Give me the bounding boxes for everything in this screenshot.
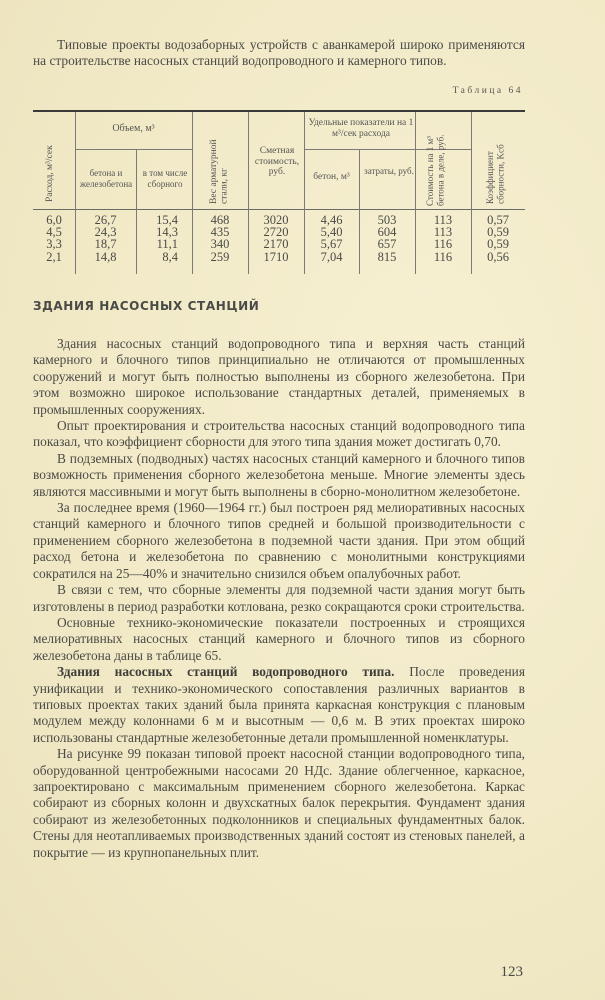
cell: 259	[210, 249, 230, 264]
paragraph: Здания насосных станций водопроводного типа и верхняя часть станций камерного и блочного типов принципиально не отличаются от промышленных сооружений и могут быть полностью выполнены из сборного железобетона. При этом возможно широкое использование стандартных деталей, применяемых в промышленных сооружениях.	[33, 336, 525, 417]
cell: 26,7	[94, 213, 117, 227]
cell: 18,7	[94, 237, 117, 252]
cell: 4,46	[320, 213, 343, 227]
cell: 113	[433, 225, 453, 240]
cell: 2720	[263, 225, 289, 240]
cell: 113	[433, 213, 453, 227]
column-steel-weight	[192, 214, 248, 263]
cell: 14,8	[94, 249, 117, 264]
cell: 468	[210, 213, 230, 227]
cell: 4,5	[46, 225, 62, 240]
data-table-64	[33, 110, 525, 274]
cell: 14,3	[156, 225, 178, 240]
cell: 2170	[263, 237, 289, 252]
table-caption: Таблица 64	[452, 86, 523, 96]
header-specific: Удельные показатели на 1 м³/сек расхода	[308, 118, 414, 139]
cell: 1710	[263, 249, 289, 264]
header-specific-concrete: бетон, м³	[313, 172, 350, 182]
cell: 0,56	[487, 249, 509, 264]
table-header-rule	[33, 209, 525, 210]
cell: 657	[377, 237, 397, 252]
page-number: 123	[500, 964, 523, 980]
cell: 2,1	[46, 249, 62, 264]
cell: 116	[433, 249, 453, 264]
column-volume-precast	[136, 214, 192, 263]
column-flow	[33, 214, 75, 263]
column-cost-per-m3	[415, 214, 471, 263]
intro-paragraph: Типовые проекты водозаборных устройств с аванкамерой широко применяются на строительстве насосных станций водопроводного и камерного типов.	[33, 37, 525, 69]
table-top-rule	[33, 110, 525, 112]
volume-subheader-rule	[75, 149, 192, 150]
cell: 815	[377, 249, 397, 264]
column-specific-concrete	[304, 214, 359, 263]
cell: 3,3	[46, 237, 62, 252]
cell: 340	[210, 237, 230, 252]
cell: 6,0	[46, 213, 62, 227]
header-volume-concrete: бетона и железобетона	[79, 168, 133, 189]
subsection-text: После проведения унификации и технико-экономического сопоставления различных вариантов в типовых проектах таких зданий была принята каркасная конструкция с плановым модулем между колоннами 6 м и высотным — 0,6 м. В этих проектах широко использованы стандартные железобетонные детали промышленной номенклатуры.	[33, 664, 525, 745]
subsection-paragraph	[33, 664, 525, 746]
header-cost-per-m3: Стоимость на 1 м³ бетона в деле, руб.	[425, 134, 446, 206]
header-precast-coef: Коэффициент сборности, Kсб	[485, 144, 506, 204]
paragraph: За последнее время (1960—1964 гг.) был построен ряд мелиоративных насосных станций камерного и блочного типов средней и большой производительности с применением сборного железобетона в подземной части здания. При этом общий расход бетона и железобетона по сравнению с монолитными конструкциями сократился на 25—40% и значительно снизился объем опалубочных работ.	[33, 500, 525, 581]
header-specific-cost: затраты, руб.	[364, 166, 414, 176]
body-text	[33, 336, 525, 861]
header-flow: Расход, м³/сек	[45, 145, 55, 202]
column-estimated-cost	[248, 214, 304, 263]
cell: 0,59	[487, 237, 509, 252]
cell: 604	[377, 225, 397, 240]
cell: 5,40	[320, 225, 343, 240]
cell: 24,3	[94, 225, 117, 240]
header-estimated-cost: Сметная стоимость, руб.	[254, 146, 300, 177]
cell: 8,4	[162, 249, 178, 264]
column-volume-concrete	[75, 214, 136, 263]
column-specific-cost	[359, 214, 415, 263]
column-precast-coef	[471, 214, 525, 263]
cell: 0,57	[487, 213, 509, 227]
cell: 15,4	[156, 213, 178, 227]
header-volume: Объем, м³	[112, 123, 155, 134]
cell: 435	[210, 225, 230, 240]
cell: 3020	[263, 213, 289, 227]
cell: 7,04	[320, 249, 343, 264]
cell: 116	[433, 237, 453, 252]
cell: 11,1	[156, 237, 178, 252]
paragraph: Основные технико-экономические показатели построенных и строящихся мелиоративных насосных станций камерного и блочного типов из сборного железобетона даны в таблице 65.	[33, 614, 525, 663]
cell: 0,59	[487, 225, 509, 240]
header-volume-precast: в том числе сборного	[142, 168, 188, 189]
header-steel-weight: Вес арматурной стали, кг	[209, 139, 230, 204]
paragraph: Опыт проектирования и строительства насосных станций водопроводного типа показал, что коэффициент сборности для этого типа здания может достигать 0,70.	[33, 418, 525, 450]
paragraph: На рисунке 99 показан типовой проект насосной станции водопроводного типа, оборудованной центробежными насосами 20 НДс. Здание облегченное, каркасное, запроектировано с максимальным применением сборного железобетона. Каркас собирают из сборных колонн и двухскатных балок перекрытия. Фундамент здания собирают из железобетонных подколонников и специальных фундаментных балок. Стены для неотапливаемых производственных зданий состоят из стеновых панелей, а покрытие — из крупнопанельных плит.	[33, 746, 525, 860]
subsection-title: Здания насосных станций водопроводного типа.	[57, 664, 395, 680]
cell: 503	[377, 213, 397, 227]
paragraph: В подземных (подводных) частях насосных станций камерного и блочного типов возможность применения сборного железобетона меньше. Многие элементы здесь являются массивными и могут быть выполнены в сборно-монолитном железобетоне.	[33, 450, 525, 499]
paragraph: В связи с тем, что сборные элементы для подземной части здания могут быть изготовлены в период разработки котлована, резко сокращаются сроки строительства.	[33, 582, 525, 614]
cell: 5,67	[320, 237, 343, 252]
section-heading: ЗДАНИЯ НАСОСНЫХ СТАНЦИЙ	[33, 299, 260, 313]
